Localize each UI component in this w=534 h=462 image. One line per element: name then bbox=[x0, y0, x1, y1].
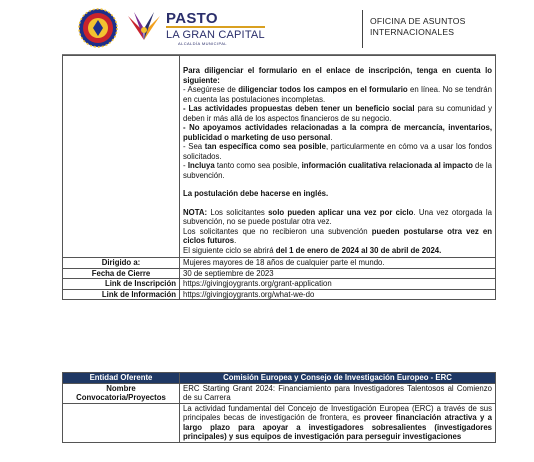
description-label-cell bbox=[63, 403, 180, 442]
registration-link-label: Link de Inscripción bbox=[63, 279, 180, 290]
empty-label-cell bbox=[63, 56, 180, 258]
pasto-bird-logo-icon bbox=[124, 10, 164, 46]
english-requirement: La postulación debe hacerse en inglés. bbox=[183, 189, 329, 198]
instructions-cell bbox=[180, 56, 496, 258]
reapply-text: Los solicitantes que no recibieron una subvención pueden postularse otra vez en ciclos futuros. bbox=[183, 226, 493, 245]
info-link[interactable]: https://givingjoygrants.org/what-we-do bbox=[180, 289, 496, 300]
page-header bbox=[78, 8, 476, 52]
office-line1: OFICINA DE ASUNTOS bbox=[370, 16, 466, 26]
row-info-link bbox=[63, 289, 496, 300]
cycle-text: El siguiente ciclo se abrirá del 1 de enero de 2024 al 30 de abril de 2024. bbox=[183, 245, 442, 255]
office-title bbox=[370, 16, 466, 38]
bullet-2: - Las actividades propuestas deben tener un beneficio social para su comunidad y deben ir más allá de los aspectos financieros de su negocio. bbox=[183, 104, 492, 123]
grant-table-1 bbox=[62, 55, 496, 300]
brand-tiny: ALCALDÍA MUNICIPAL bbox=[178, 41, 227, 46]
header-divider bbox=[362, 10, 363, 48]
row-registration-link bbox=[63, 279, 496, 290]
registration-link[interactable]: https://givingjoygrants.org/grant-application bbox=[180, 279, 496, 290]
brand-sub: LA GRAN CAPITAL bbox=[166, 26, 265, 41]
info-link-label: Link de Información bbox=[63, 289, 180, 300]
bullet-5: - Incluya tanto como sea posible, información cualitativa relacionada al impacto de la subvención. bbox=[183, 161, 493, 180]
office-line2: INTERNACIONALES bbox=[370, 27, 455, 37]
brand-main: PASTO bbox=[166, 10, 218, 27]
brand-wordmark bbox=[166, 11, 265, 46]
municipal-seal-icon bbox=[78, 8, 118, 48]
intro-text: Para diligenciar el formulario en el enlace de inscripción, tenga en cuenta lo siguiente: bbox=[183, 66, 492, 85]
row-deadline bbox=[63, 268, 496, 279]
target-value: Mujeres mayores de 18 años de cualquier parte el mundo. bbox=[180, 258, 496, 269]
target-label: Dirigido a: bbox=[63, 258, 180, 269]
deadline-label: Fecha de Cierre bbox=[63, 268, 180, 279]
entity-label: Entidad Oferente bbox=[63, 373, 180, 384]
entity-value: Comisión Europea y Consejo de Investigación Europeo - ERC bbox=[180, 373, 496, 384]
note-text: NOTA: Los solicitantes solo pueden aplicar una vez por ciclo. Una vez otorgada la subvención, no se puede postular otra vez. bbox=[183, 207, 492, 226]
table2-header-row bbox=[63, 373, 496, 384]
row-target bbox=[63, 258, 496, 269]
call-name-value: ERC Starting Grant 2024: Financiamiento para Investigadores Talentosos al Comienzo de su Carrera bbox=[180, 383, 496, 403]
bullet-4: - Sea tan específica como sea posible, particularmente en cómo va a usar los fondos solicitados. bbox=[183, 142, 492, 161]
bullet-3: - No apoyamos actividades relacionadas a la compra de mercancía, inventarios, publicidad o marketing de uso personal. bbox=[183, 123, 492, 142]
description-value: La actividad fundamental del Concejo de Investigación Europea (ERC) a través de sus principales becas de investigación de frontera, es proveer financiación atractiva y a largo plazo para apoyar a investigadores sobresalientes (investigadores principales) y sus equipos de investigación para perseguir investigaciones bbox=[180, 403, 496, 442]
call-name-label: Nombre Convocatoria/Proyectos bbox=[63, 383, 180, 403]
grant-table-2 bbox=[62, 372, 496, 443]
row-call-name bbox=[63, 383, 496, 403]
row-description bbox=[63, 403, 496, 442]
deadline-value: 30 de septiembre de 2023 bbox=[180, 268, 496, 279]
bullet-1: - Asegúrese de diligenciar todos los campos en el formulario en línea. No se tendrán en cuenta las postulaciones incompletas. bbox=[183, 85, 492, 104]
